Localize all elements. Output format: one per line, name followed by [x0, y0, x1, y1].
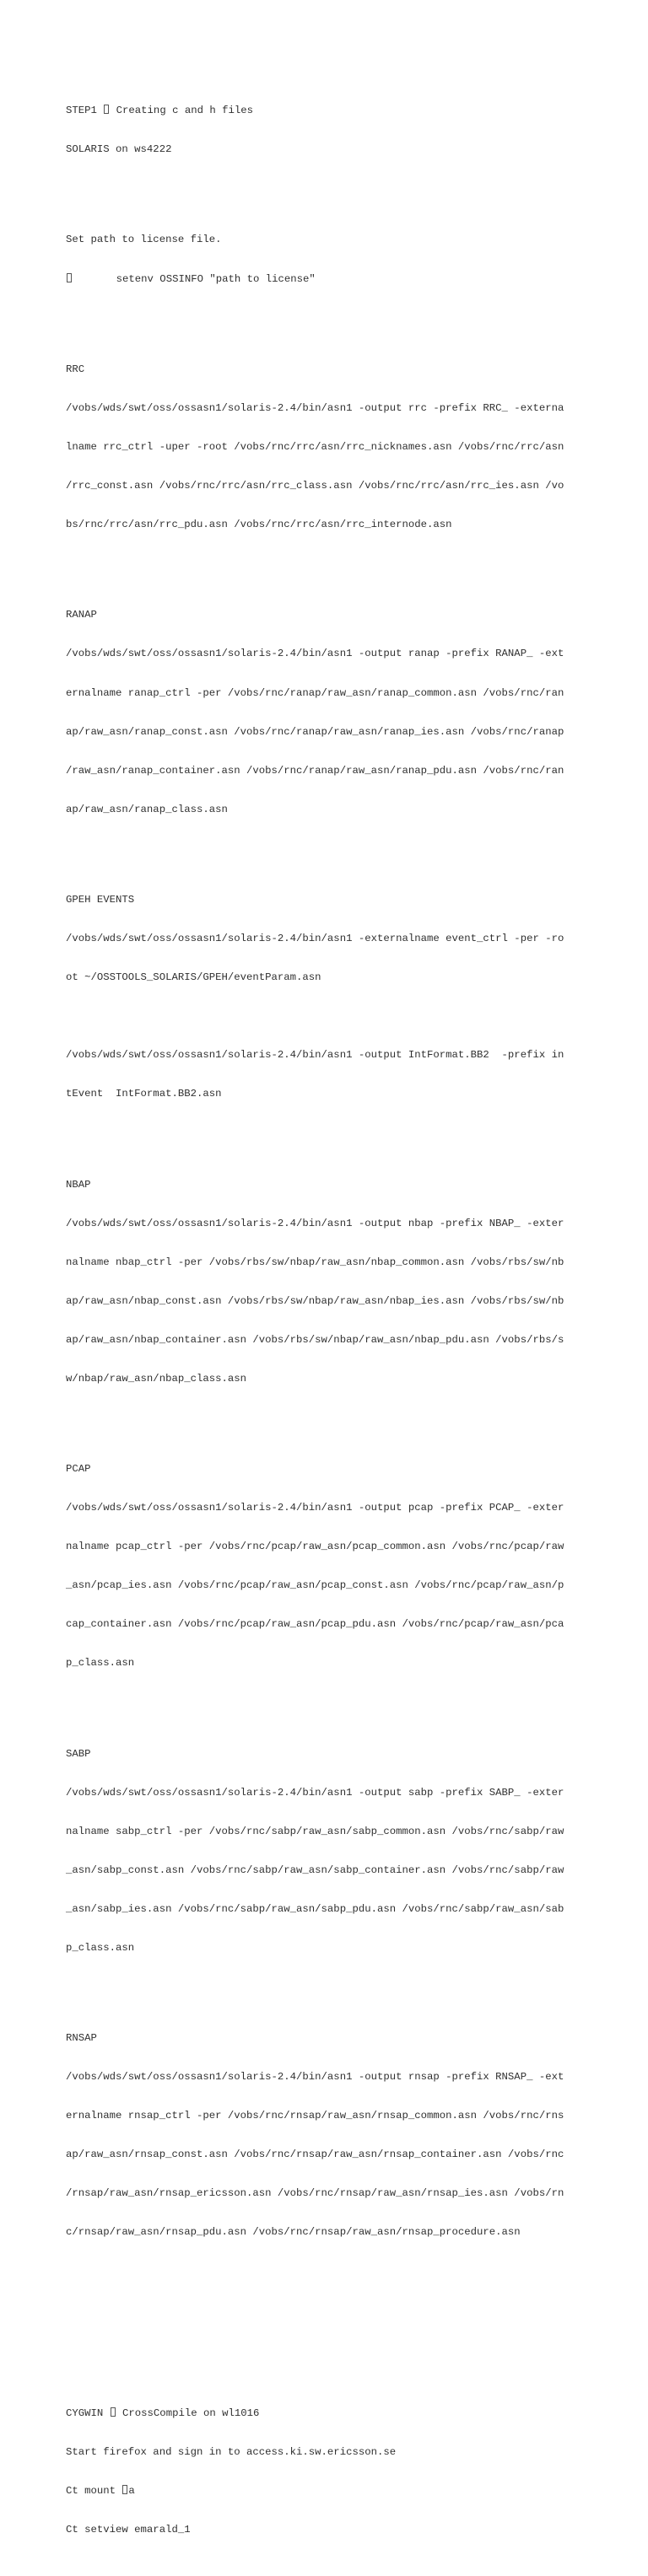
rrc-line: /vobs/wds/swt/oss/ossasn1/solaris-2.4/bin/asn1 -output rrc -prefix RRC_ -externa — [66, 401, 564, 414]
cygwin-description: CrossCompile on wl1016 — [116, 2407, 260, 2420]
spacer — [66, 182, 589, 195]
missing-glyph-icon — [67, 273, 72, 282]
spacer — [66, 1010, 589, 1023]
spacer — [66, 1696, 589, 1708]
rnsap-line: /vobs/wds/swt/oss/ossasn1/solaris-2.4/bin/asn1 -output rnsap -prefix RNSAP_ -ext — [66, 2071, 564, 2084]
sabp-heading: SABP — [66, 1747, 91, 1760]
pcap-line: _asn/pcap_ies.asn /vobs/rnc/pcap/raw_asn/pcap_const.asn /vobs/rnc/pcap/raw_asn/p — [66, 1579, 564, 1592]
spacer — [66, 842, 589, 855]
missing-glyph-icon — [111, 2407, 116, 2417]
spacer — [66, 2317, 589, 2330]
gpeh-line: ot ~/OSSTOOLS_SOLARIS/GPEH/eventParam.asn — [66, 971, 321, 984]
missing-glyph-icon — [122, 2485, 127, 2494]
ranap-line: /raw_asn/ranap_container.asn /vobs/rnc/ranap/raw_asn/ranap_pdu.asn /vobs/rnc/ran — [66, 764, 564, 777]
nbap-line: ap/raw_asn/nbap_const.asn /vobs/rbs/sw/nbap/raw_asn/nbap_ies.asn /vobs/rbs/sw/nb — [66, 1294, 564, 1307]
pcap-line: /vobs/wds/swt/oss/ossasn1/solaris-2.4/bin/asn1 -output pcap -prefix PCAP_ -exter — [66, 1502, 564, 1514]
nbap-line: nalname nbap_ctrl -per /vobs/rbs/sw/nbap/raw_asn/nbap_common.asn /vobs/rbs/sw/nb — [66, 1256, 564, 1268]
cygwin-label: CYGWIN — [66, 2407, 110, 2420]
ranap-line: ap/raw_asn/ranap_const.asn /vobs/rnc/ranap/raw_asn/ranap_ies.asn /vobs/rnc/ranap — [66, 725, 564, 738]
rnsap-line: c/rnsap/raw_asn/rnsap_pdu.asn /vobs/rnc/rnsap/raw_asn/rnsap_procedure.asn — [66, 2226, 521, 2239]
spacer — [66, 1127, 589, 1139]
rnsap-line: /rnsap/raw_asn/rnsap_ericsson.asn /vobs/rnc/rnsap/raw_asn/rnsap_ies.asn /vobs/rn — [66, 2187, 564, 2200]
nbap-line: w/nbap/raw_asn/nbap_class.asn — [66, 1372, 247, 1385]
rnsap-heading: RNSAP — [66, 2032, 97, 2045]
sabp-line: _asn/sabp_ies.asn /vobs/rnc/sabp/raw_asn/sabp_pdu.asn /vobs/rnc/sabp/raw_asn/sab — [66, 1902, 564, 1915]
rnsap-line: ernalname rnsap_ctrl -per /vobs/rnc/rnsap/raw_asn/rnsap_common.asn /vobs/rnc/rns — [66, 2110, 564, 2122]
document-text — [66, 66, 589, 2576]
step1-title — [66, 105, 589, 117]
sabp-line: /vobs/wds/swt/oss/ossasn1/solaris-2.4/bin/asn1 -output sabp -prefix SABP_ -exter — [66, 1786, 564, 1799]
mount-command: Ct mount — [66, 2485, 122, 2498]
pcap-line: nalname pcap_ctrl -per /vobs/rnc/pcap/raw_asn/pcap_common.asn /vobs/rnc/pcap/raw — [66, 1541, 564, 1553]
gpeh-heading: GPEH EVENTS — [66, 894, 135, 906]
license-command-line — [66, 273, 589, 286]
cygwin-line: Start firefox and sign in to access.ki.sw.ericsson.se — [66, 2446, 397, 2459]
step1-platform: SOLARIS on ws4222 — [66, 143, 172, 156]
missing-glyph-icon — [104, 105, 109, 114]
nbap-line: /vobs/wds/swt/oss/ossasn1/solaris-2.4/bin/asn1 -output nbap -prefix NBAP_ -exter — [66, 1217, 564, 1229]
spacer — [66, 1981, 589, 1993]
cygwin-line: Ct setview emarald_1 — [66, 2524, 191, 2536]
sabp-line: p_class.asn — [66, 1941, 135, 1954]
ranap-line: /vobs/wds/swt/oss/ossasn1/solaris-2.4/bin/asn1 -output ranap -prefix RANAP_ -ext — [66, 648, 564, 660]
rrc-line: /rrc_const.asn /vobs/rnc/rrc/asn/rrc_class.asn /vobs/rnc/rrc/asn/rrc_ies.asn /vo — [66, 480, 564, 492]
license-heading: Set path to license file. — [66, 234, 222, 246]
step1-label: STEP1 — [66, 105, 104, 117]
rrc-line: lname rrc_ctrl -uper -root /vobs/rnc/rrc/asn/rrc_nicknames.asn /vobs/rnc/rrc/asn — [66, 440, 564, 453]
rnsap-line: ap/raw_asn/rnsap_const.asn /vobs/rnc/rnsap/raw_asn/rnsap_container.asn /vobs/rnc — [66, 2148, 564, 2161]
pcap-heading: PCAP — [66, 1463, 91, 1476]
spacer — [66, 2356, 589, 2369]
pcap-line: p_class.asn — [66, 1657, 135, 1670]
gpeh-line: /vobs/wds/swt/oss/ossasn1/solaris-2.4/bin/asn1 -externalname event_ctrl -per -ro — [66, 933, 564, 945]
license-command: setenv OSSINFO "path to license" — [73, 272, 316, 285]
nbap-line: ap/raw_asn/nbap_container.asn /vobs/rbs/sw/nbap/raw_asn/nbap_pdu.asn /vobs/rbs/s — [66, 1333, 564, 1346]
spacer — [66, 557, 589, 570]
spacer — [66, 1412, 589, 1424]
cygwin-title — [66, 2407, 589, 2420]
spacer — [66, 2278, 589, 2291]
rrc-heading: RRC — [66, 363, 85, 375]
mount-argument: a — [128, 2485, 135, 2498]
ranap-heading: RANAP — [66, 609, 97, 621]
ranap-line: ap/raw_asn/ranap_class.asn — [66, 803, 228, 815]
gpeh-line: tEvent IntFormat.BB2.asn — [66, 1088, 222, 1100]
pcap-line: cap_container.asn /vobs/rnc/pcap/raw_asn/pcap_pdu.asn /vobs/rnc/pcap/raw_asn/pca — [66, 1618, 564, 1631]
spacer — [66, 312, 589, 325]
ranap-line: ernalname ranap_ctrl -per /vobs/rnc/ranap/raw_asn/ranap_common.asn /vobs/rnc/ran — [66, 686, 564, 699]
step1-description: Creating c and h files — [110, 105, 254, 117]
rrc-line: bs/rnc/rrc/asn/rrc_pdu.asn /vobs/rnc/rrc/asn/rrc_internode.asn — [66, 519, 452, 531]
nbap-heading: NBAP — [66, 1178, 91, 1191]
sabp-line: nalname sabp_ctrl -per /vobs/rnc/sabp/raw_asn/sabp_common.asn /vobs/rnc/sabp/raw — [66, 1825, 564, 1837]
gpeh-line: /vobs/wds/swt/oss/ossasn1/solaris-2.4/bin/asn1 -output IntFormat.BB2 -prefix in — [66, 1049, 564, 1062]
sabp-line: _asn/sabp_const.asn /vobs/rnc/sabp/raw_asn/sabp_container.asn /vobs/rnc/sabp/raw — [66, 1863, 564, 1876]
cygwin-mount-line — [66, 2485, 589, 2498]
